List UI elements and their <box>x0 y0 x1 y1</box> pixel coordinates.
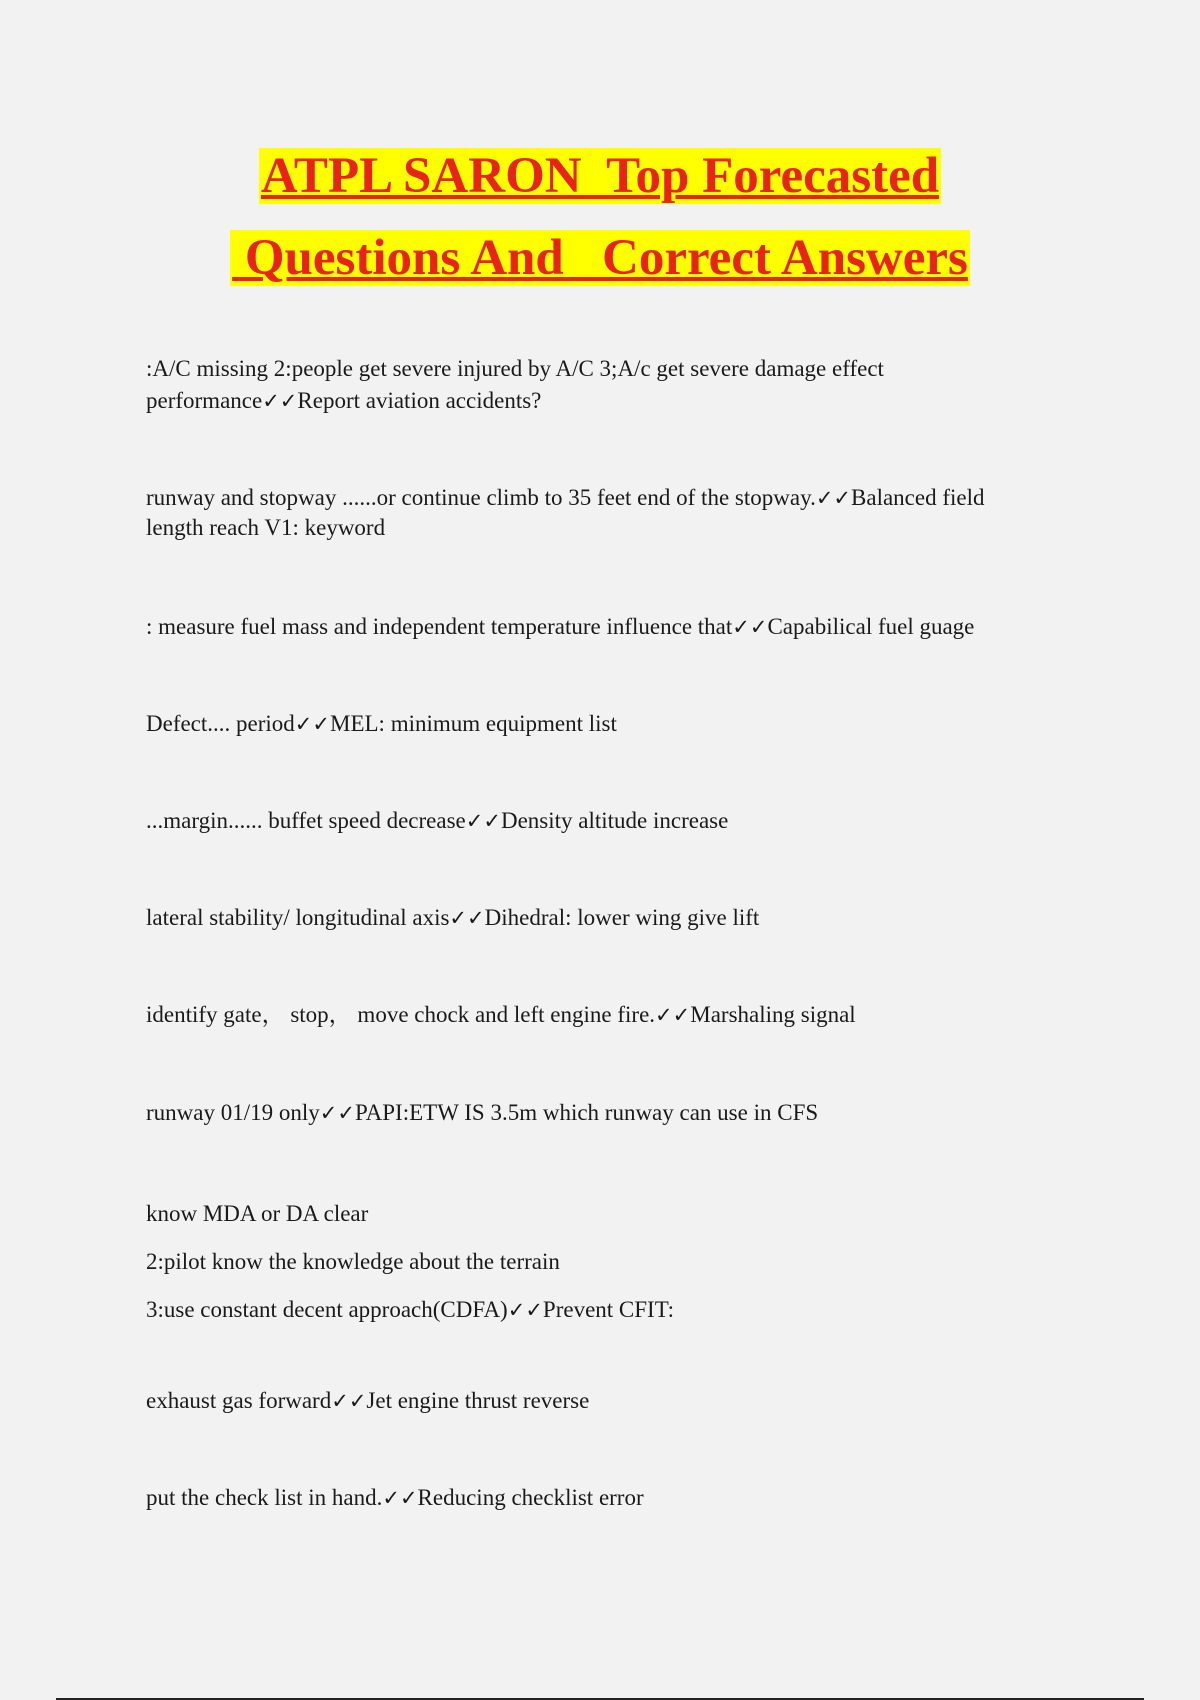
question-text: lateral stability/ longitudinal axis <box>146 905 450 930</box>
document-title-line-2 <box>0 228 1200 288</box>
question-text: know MDA or DA clear 2:pilot know the knowledge about the terrain 3:use constant decent approach(CDFA) <box>146 1201 560 1322</box>
answer-text: Density altitude increase <box>500 808 729 833</box>
check-mark-icon: ✓✓ <box>815 486 852 510</box>
check-mark-icon: ✓✓ <box>331 1389 367 1413</box>
question-text: : measure fuel mass and independent temperature influence that <box>146 614 733 639</box>
qa-item <box>146 805 1046 837</box>
answer-text: Marshaling signal <box>690 1002 856 1027</box>
answer-text: Dihedral: lower wing give lift <box>484 905 760 930</box>
check-mark-icon: ✓✓ <box>382 1486 418 1510</box>
question-text: ...margin...... buffet speed decrease <box>146 808 466 833</box>
question-text: Defect.... period <box>146 711 295 736</box>
qa-item <box>146 353 1046 417</box>
qa-item <box>146 1482 1046 1514</box>
title-text-2: Questions And Correct Answers <box>232 230 968 286</box>
check-mark-icon: ✓✓ <box>319 1101 355 1125</box>
question-text: exhaust gas forward <box>146 1388 332 1413</box>
answer-text: PAPI:ETW IS 3.5m which runway can use in CFS <box>354 1100 819 1125</box>
check-mark-icon: ✓✓ <box>465 809 501 833</box>
check-mark-icon: ✓✓ <box>262 389 298 413</box>
question-text: :A/C missing 2:people get severe injured by A/C 3;A/c get severe damage effect performance <box>146 356 884 413</box>
check-mark-icon: ✓✓ <box>449 906 485 930</box>
answer-text: Capabilical fuel guage <box>767 614 975 639</box>
question-text: runway and stopway ......or continue climb to 35 feet end of the stopway. <box>146 485 816 510</box>
qa-item <box>146 902 1046 934</box>
question-text: runway 01/19 only <box>146 1100 320 1125</box>
check-mark-icon: ✓✓ <box>294 712 330 736</box>
check-mark-icon: ✓✓ <box>655 1003 691 1027</box>
answer-text: Report aviation accidents? <box>297 388 542 413</box>
qa-item <box>146 1190 1046 1334</box>
title-text-1: ATPL SARON Top Forecasted <box>260 148 940 204</box>
qa-item <box>146 1097 1046 1129</box>
qa-item <box>146 483 1046 543</box>
qa-item <box>146 611 1046 643</box>
answer-text: Prevent CFIT: <box>542 1297 675 1322</box>
check-mark-icon: ✓✓ <box>507 1298 543 1322</box>
answer-text: Balanced field length reach V1: keyword <box>146 485 985 540</box>
answer-text: MEL: minimum equipment list <box>330 711 617 736</box>
qa-item <box>146 708 1046 740</box>
question-text: identify gate， stop， move chock and left engine fire. <box>146 1002 656 1027</box>
document-title-line-1 <box>0 146 1200 206</box>
qa-item <box>146 999 1046 1031</box>
answer-text: Jet engine thrust reverse <box>366 1388 590 1413</box>
check-mark-icon: ✓✓ <box>732 615 768 639</box>
qa-item <box>146 1385 1046 1417</box>
answer-text: Reducing checklist error <box>417 1485 644 1510</box>
question-text: put the check list in hand. <box>146 1485 383 1510</box>
